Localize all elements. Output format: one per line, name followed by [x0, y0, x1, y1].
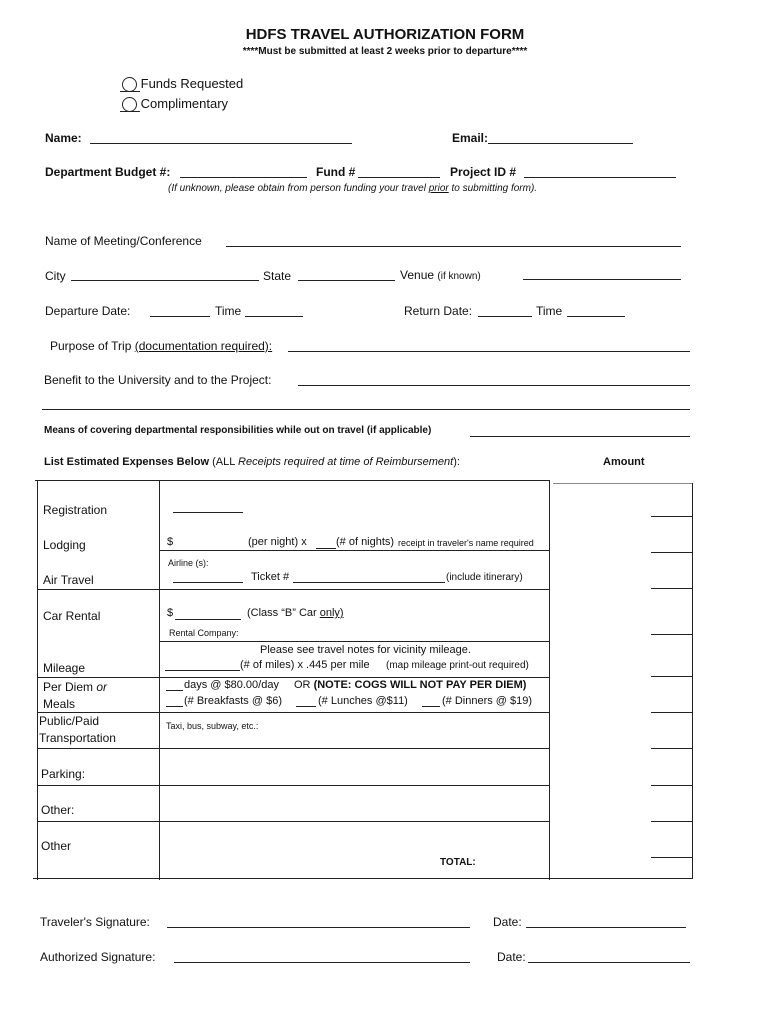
dinners-field[interactable]: [422, 706, 440, 707]
fund-field[interactable]: [358, 177, 440, 178]
department-budget-field[interactable]: [180, 177, 307, 178]
option-complimentary-label: Complimentary: [140, 96, 229, 111]
lunches-label: (# Lunches @$11): [318, 695, 408, 707]
rental-company-label: Rental Company:: [169, 628, 239, 638]
registration-label: Registration: [43, 503, 108, 517]
lodging-dollar: $: [167, 536, 174, 548]
registration-field[interactable]: [173, 512, 243, 513]
departure-time-label: Time: [215, 304, 242, 318]
project-id-field[interactable]: [524, 177, 676, 178]
car-rental-label: Car Rental: [43, 609, 101, 623]
email-field[interactable]: [488, 143, 633, 144]
benefit-label: Benefit to the University and to the Project:: [44, 373, 272, 387]
meeting-field[interactable]: [226, 246, 681, 247]
state-label: State: [263, 269, 292, 283]
radio-circle-icon[interactable]: [122, 97, 137, 112]
itinerary-note: (include itinerary): [446, 572, 523, 583]
return-date-label: Return Date:: [404, 304, 473, 318]
purpose-field[interactable]: [288, 351, 690, 352]
public-paid-label: Public/Paid: [39, 714, 100, 728]
other-label-2: Other: [41, 839, 72, 853]
mileage-label: Mileage: [43, 661, 86, 675]
lodging-receipt-note: receipt in traveler's name required: [398, 538, 534, 548]
traveler-date-label: Date:: [493, 915, 522, 929]
transportation-label: Transportation: [39, 731, 116, 745]
per-diem-label: Per Diem or: [43, 680, 108, 694]
mileage-field[interactable]: [165, 670, 240, 671]
traveler-signature-label: Traveler's Signature:: [40, 915, 150, 929]
traveler-date-field[interactable]: [526, 927, 686, 928]
means-label: Means of covering departmental responsibilities while out on travel (if applicable): [44, 425, 432, 436]
departure-time-field[interactable]: [245, 316, 303, 317]
lodging-label: Lodging: [43, 538, 86, 552]
benefit-field[interactable]: [298, 385, 690, 386]
car-class-note: (Class “B” Car only): [247, 607, 344, 619]
total-label: TOTAL:: [440, 857, 476, 868]
benefit-field-line-2[interactable]: [42, 409, 690, 410]
departure-date-label: Departure Date:: [45, 304, 131, 318]
project-id-label: Project ID #: [450, 165, 517, 179]
department-budget-label: Department Budget #:: [45, 165, 171, 179]
parking-label: Parking:: [41, 767, 86, 781]
authorized-signature-field[interactable]: [174, 962, 470, 963]
fund-label: Fund #: [316, 165, 356, 179]
meals-label: Meals: [43, 697, 76, 711]
miles-note: (map mileage print-out required): [386, 660, 529, 671]
email-label: Email:: [452, 131, 489, 145]
state-field[interactable]: [298, 280, 395, 281]
car-rental-field[interactable]: [175, 619, 241, 620]
air-travel-field[interactable]: [173, 582, 243, 583]
air-travel-label: Air Travel: [43, 573, 94, 587]
days-label: days @ $80.00/day: [184, 679, 279, 691]
ticket-label: Ticket #: [251, 571, 290, 583]
city-field[interactable]: [71, 280, 259, 281]
means-field[interactable]: [470, 436, 690, 437]
return-time-field[interactable]: [567, 316, 625, 317]
mileage-note: Please see travel notes for vicinity mileage.: [260, 644, 471, 656]
radio-circle-icon[interactable]: [122, 77, 137, 92]
lodging-nights-label: (# of nights): [336, 536, 395, 548]
purpose-label: Purpose of Trip (documentation required):: [50, 339, 273, 353]
car-rental-dollar: $: [167, 607, 174, 619]
option-funds-requested-label: Funds Requested: [140, 76, 244, 91]
traveler-signature-field[interactable]: [167, 927, 470, 928]
page-title: HDFS TRAVEL AUTHORIZATION FORM: [245, 26, 525, 43]
name-label: Name:: [45, 131, 82, 145]
authorized-signature-label: Authorized Signature:: [40, 950, 156, 964]
city-label: City: [45, 269, 66, 283]
breakfasts-field[interactable]: [166, 706, 183, 707]
lodging-per-night: (per night) x: [248, 536, 307, 548]
amount-heading: Amount: [603, 456, 645, 468]
days-field[interactable]: [166, 690, 183, 691]
lunches-field[interactable]: [296, 706, 316, 707]
page-subtitle: ****Must be submitted at least 2 weeks prior to departure****: [242, 46, 528, 57]
airline-label: Airline (s):: [168, 558, 209, 568]
authorized-date-label: Date:: [497, 950, 526, 964]
miles-label: (# of miles) x .445 per mile: [240, 659, 370, 671]
venue-field[interactable]: [523, 279, 681, 280]
dinners-label: (# Dinners @ $19): [442, 695, 533, 707]
return-date-field[interactable]: [478, 316, 532, 317]
other-label-1: Other:: [41, 803, 75, 817]
option-funds-requested[interactable]: [122, 76, 243, 92]
departure-date-field[interactable]: [150, 316, 210, 317]
ticket-field[interactable]: [293, 582, 445, 583]
lodging-nights-field[interactable]: [316, 548, 336, 549]
option-complimentary[interactable]: [122, 96, 228, 112]
authorized-date-field[interactable]: [528, 962, 690, 963]
budget-note: (If unknown, please obtain from person funding your travel prior to submitting form).: [168, 183, 538, 194]
expenses-heading: List Estimated Expenses Below (ALL Receipts required at time of Reimbursement):: [44, 456, 460, 468]
breakfasts-label: (# Breakfasts @ $6): [184, 695, 282, 707]
meeting-label: Name of Meeting/Conference: [45, 234, 202, 248]
per-diem-note: OR (NOTE: COGS WILL NOT PAY PER DIEM): [294, 679, 527, 691]
venue-label: Venue (if known): [400, 268, 481, 282]
taxi-note: Taxi, bus, subway, etc.:: [166, 721, 259, 731]
return-time-label: Time: [536, 304, 563, 318]
name-field[interactable]: [90, 143, 352, 144]
